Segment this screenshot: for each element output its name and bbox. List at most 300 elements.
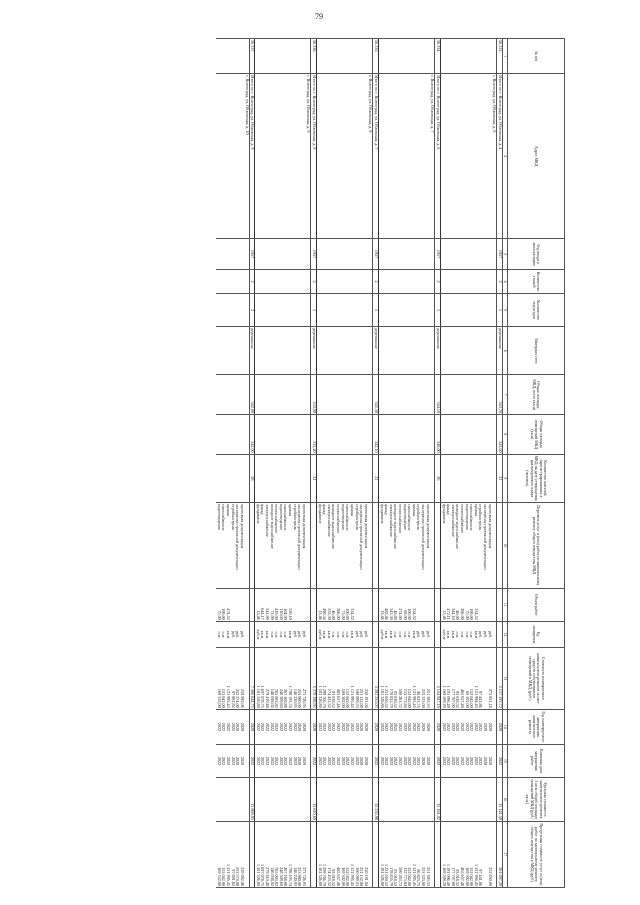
empty-cell — [306, 294, 311, 327]
unit-cost-cell — [469, 777, 474, 821]
empty-cell — [260, 375, 265, 415]
empty-cell — [225, 375, 230, 415]
volume-cell: 13,46 — [378, 588, 383, 621]
column-number: 4 — [502, 269, 507, 293]
end-date-cell: 2020 — [420, 744, 425, 777]
empty-cell — [440, 327, 445, 375]
unit-cell: руб. — [297, 621, 302, 647]
year-cell: 2020 — [420, 709, 425, 744]
empty-cell — [230, 415, 235, 455]
column-number: 11 — [502, 588, 507, 621]
end-date-cell: 2022 — [473, 744, 478, 777]
address-cell: г. Волгоград, ул. Обливская, д. 9 — [306, 74, 311, 239]
empty-cell — [311, 503, 317, 589]
year-cell: 1957 — [311, 239, 317, 270]
empty-cell — [354, 415, 359, 455]
empty-cell — [446, 39, 451, 74]
end-date-cell: 2022 — [317, 744, 322, 777]
empty-cell — [416, 239, 421, 270]
empty-cell — [255, 39, 260, 74]
empty-cell — [239, 39, 244, 74]
empty-cell — [455, 39, 460, 74]
max-cost-cell: 261 097,38 — [497, 821, 503, 887]
work-type-cell: крыша — [225, 503, 230, 589]
unit-cell: руб. — [301, 621, 306, 647]
empty-cell — [322, 269, 327, 293]
empty-cell — [393, 327, 398, 375]
empty-cell — [450, 327, 455, 375]
empty-cell — [378, 454, 383, 502]
max-cost-cell: 251 383,33 — [425, 821, 430, 887]
empty-cell — [283, 415, 288, 455]
empty-cell — [216, 327, 221, 375]
empty-cell — [260, 74, 265, 239]
empty-cell — [473, 39, 478, 74]
empty-cell — [430, 269, 435, 293]
empty-cell — [336, 327, 341, 375]
max-cost-cell: 1 191 096,49 — [446, 821, 451, 887]
end-date-cell: 2022 — [340, 744, 345, 777]
column-number: 10 — [502, 503, 507, 589]
work-type-cell: холодное водоснабжение — [393, 503, 398, 589]
volume-cell: 334,52 — [473, 588, 478, 621]
empty-cell — [340, 415, 345, 455]
empty-cell — [373, 503, 379, 589]
work-type-cell: водоотведение — [216, 503, 221, 589]
empty-cell — [402, 294, 407, 327]
cost-cell: 251 383,33 — [425, 648, 430, 710]
end-date-cell: 2022 — [349, 744, 354, 777]
empty-cell — [306, 777, 311, 821]
unit-cost-cell — [388, 777, 393, 821]
max-cost-cell: 279 410,48 — [264, 821, 269, 887]
year-cell: 2020 — [359, 709, 364, 744]
floors-cell: 2 — [249, 269, 255, 293]
empty-cell — [301, 239, 306, 270]
work-type-cell: крыша — [349, 503, 354, 589]
floors-cell: 2 — [311, 269, 317, 293]
row-number: 56.334. — [435, 39, 441, 74]
empty-cell — [260, 239, 265, 270]
empty-cell — [359, 294, 364, 327]
unit-cost-cell — [354, 777, 359, 821]
empty-cell — [287, 239, 292, 270]
empty-cell — [221, 269, 226, 293]
empty-cell — [244, 588, 249, 621]
empty-cell — [446, 239, 451, 270]
work-type-cell: фундамент — [378, 503, 383, 589]
cost-cell: 248 309,60 — [278, 648, 283, 710]
end-date-cell: 2020 — [297, 744, 302, 777]
end-date-cell: 2022 — [455, 744, 460, 777]
cost-cell: 97 441,86 — [478, 648, 483, 710]
empty-cell — [411, 239, 416, 270]
end-date-cell: 2022 — [469, 744, 474, 777]
unit-cell: кв.м — [326, 621, 331, 647]
volume-cell — [297, 588, 302, 621]
empty-cell — [278, 294, 283, 327]
empty-cell — [269, 239, 274, 270]
end-date-cell: 2020 — [301, 744, 306, 777]
empty-cell — [283, 375, 288, 415]
year-cell: 2022 — [393, 709, 398, 744]
max-cost-cell: 169 332,00 — [216, 821, 221, 887]
empty-cell — [446, 269, 451, 293]
empty-cell — [317, 74, 322, 239]
volume-cell — [425, 588, 430, 621]
empty-cell — [430, 415, 435, 455]
empty-cell — [469, 239, 474, 270]
empty-cell — [287, 375, 292, 415]
empty-cell — [287, 39, 292, 74]
empty-cell — [326, 454, 331, 502]
empty-cell — [368, 415, 373, 455]
empty-cell — [235, 269, 240, 293]
unit-cost-cell — [416, 777, 421, 821]
unit-cost-cell — [221, 777, 226, 821]
max-cost-cell — [373, 821, 379, 887]
empty-cell — [487, 454, 492, 502]
column-header: Общая площадь помещений МКД (кв.м) — [508, 415, 565, 455]
empty-cell — [420, 294, 425, 327]
unit-cell: руб. — [487, 621, 492, 647]
plan-year-cell: 2020 — [249, 709, 255, 744]
empty-cell — [384, 327, 389, 375]
empty-cell — [473, 415, 478, 455]
unit-cell: п.м — [455, 621, 460, 647]
work-type-cell: теплоснабжение — [397, 503, 402, 589]
empty-cell — [292, 239, 297, 270]
empty-cell — [317, 375, 322, 415]
column-number: 8 — [502, 415, 507, 455]
max-cost-cell: 1 121 995,45 — [349, 821, 354, 887]
max-cost-cell: 1 181 326,80 — [255, 821, 260, 887]
empty-cell — [239, 375, 244, 415]
unit-cost-cell — [235, 777, 240, 821]
empty-cell — [287, 454, 292, 502]
empty-cell — [340, 39, 345, 74]
year-cell: 2022 — [354, 709, 359, 744]
empty-cell — [497, 621, 503, 647]
unit-cell: п.м — [274, 621, 279, 647]
unit-cell: кв.м — [225, 621, 230, 647]
empty-cell — [239, 415, 244, 455]
max-cost-cell: 485 657,48 — [336, 821, 341, 887]
wall-material-cell: деревянные — [311, 327, 317, 375]
end-date-cell: 2022 — [326, 744, 331, 777]
empty-cell — [407, 294, 412, 327]
empty-cell — [363, 239, 368, 270]
empty-cell — [317, 239, 322, 270]
unit-cell: руб. — [482, 621, 487, 647]
volume-cell: 274,00 — [397, 588, 402, 621]
empty-cell — [283, 269, 288, 293]
cost-cell: 1 121 995,45 — [349, 648, 354, 710]
empty-cell — [349, 239, 354, 270]
empty-cell — [482, 454, 487, 502]
empty-cell — [278, 327, 283, 375]
empty-cell — [260, 454, 265, 502]
unit-cell: куб.м — [255, 621, 260, 647]
cost-cell: 93 018,52 — [331, 648, 336, 710]
empty-cell — [297, 454, 302, 502]
unit-cell: п.м — [393, 621, 398, 647]
unit-cost-cell — [216, 777, 221, 821]
empty-cell — [459, 39, 464, 74]
empty-cell — [473, 269, 478, 293]
empty-cell — [336, 294, 341, 327]
empty-cell — [397, 294, 402, 327]
max-cost-cell — [435, 821, 441, 887]
empty-cell — [326, 74, 331, 239]
unit-cost-cell — [239, 777, 244, 821]
empty-cell — [368, 327, 373, 375]
work-type-cell: проектная документация — [239, 503, 244, 589]
max-cost-cell: 1 231 050,52 — [384, 821, 389, 887]
empty-cell — [378, 39, 383, 74]
empty-cell — [455, 327, 460, 375]
empty-cell — [487, 375, 492, 415]
cost-cell: 146 220,93 — [292, 648, 297, 710]
volume-cell: 46,00 — [393, 588, 398, 621]
cost-cell: 1 798 193,74 — [287, 648, 292, 710]
empty-cell — [255, 239, 260, 270]
end-date-cell: 2020 — [235, 744, 240, 777]
volume-cell: 474,52 — [225, 588, 230, 621]
empty-cell — [435, 503, 441, 589]
unit-cell: руб. — [239, 621, 244, 647]
max-cost-cell: 169 302,00 — [340, 821, 345, 887]
empty-cell — [482, 74, 487, 239]
end-date-cell: 2022 — [411, 744, 416, 777]
empty-cell — [278, 454, 283, 502]
empty-cell — [260, 269, 265, 293]
empty-cell — [420, 375, 425, 415]
end-date-cell: 2022 — [278, 744, 283, 777]
year-cell: 2022 — [384, 709, 389, 744]
unit-cost-cell — [482, 777, 487, 821]
empty-cell — [407, 39, 412, 74]
cost-cell: 93 018,52 — [393, 648, 398, 710]
empty-cell — [260, 327, 265, 375]
max-cost-cell: 152 042,00 — [407, 821, 412, 887]
empty-cell — [306, 415, 311, 455]
year-cell: 2022 — [283, 709, 288, 744]
repair-plan-table — [216, 38, 565, 888]
empty-cell — [216, 74, 221, 239]
end-date-cell: 2022 — [225, 744, 230, 777]
unit-cell: п.м — [402, 621, 407, 647]
cost-cell: 259 992,06 — [239, 648, 244, 710]
volume-cell: 334,52 — [349, 588, 354, 621]
empty-cell — [363, 269, 368, 293]
empty-cell — [487, 415, 492, 455]
empty-cell — [336, 39, 341, 74]
empty-cell — [264, 375, 269, 415]
end-date-cell: 2022 — [274, 744, 279, 777]
max-cost-cell: 1 798 193,74 — [287, 821, 292, 887]
empty-cell — [440, 454, 445, 502]
empty-cell — [287, 294, 292, 327]
empty-cell — [393, 269, 398, 293]
volume-cell: 520,10 — [287, 588, 292, 621]
empty-cell — [425, 375, 430, 415]
work-type-cell: крыша — [287, 503, 292, 589]
empty-cell — [317, 415, 322, 455]
max-cost-cell: 93 018,52 — [455, 821, 460, 887]
column-number: 7 — [502, 375, 507, 415]
empty-cell — [440, 415, 445, 455]
premises-area-cell: 542,00 — [249, 415, 255, 455]
empty-cell — [340, 327, 345, 375]
empty-cell — [311, 621, 317, 647]
empty-cell — [322, 239, 327, 270]
empty-cell — [340, 239, 345, 270]
floors-cell: 2 — [435, 269, 441, 293]
unit-cost-cell — [420, 777, 425, 821]
empty-cell — [411, 294, 416, 327]
cost-cell: 1 231 050,52 — [384, 648, 389, 710]
empty-cell — [359, 327, 364, 375]
empty-cell — [331, 415, 336, 455]
cost-cell: 1 181 326,80 — [317, 648, 322, 710]
empty-cell — [345, 74, 350, 239]
end-date-cell: 2020 — [363, 744, 368, 777]
address-cell: г. Волгоград, ул. Обливская, д. 8 — [368, 74, 373, 239]
cost-cell: 267 168,88 — [283, 648, 288, 710]
empty-cell — [368, 454, 373, 502]
unit-cell: куб.м — [317, 621, 322, 647]
empty-cell — [269, 415, 274, 455]
empty-cell — [411, 74, 416, 239]
end-date-cell: 2020 — [425, 744, 430, 777]
volume-cell: 75,00 — [464, 588, 469, 621]
empty-cell — [459, 375, 464, 415]
empty-cell — [469, 39, 474, 74]
max-cost-cell: 248 309,60 — [278, 821, 283, 887]
cost-cell: 152 042,00 — [407, 648, 412, 710]
empty-cell — [264, 454, 269, 502]
empty-cell — [450, 294, 455, 327]
empty-cell — [446, 375, 451, 415]
empty-cell — [225, 454, 230, 502]
cost-cell: 152 042,00 — [469, 648, 474, 710]
empty-cell — [459, 269, 464, 293]
empty-cell — [478, 269, 483, 293]
volume-cell: 334,52 — [411, 588, 416, 621]
empty-cell — [221, 327, 226, 375]
unit-cell: руб. — [478, 621, 483, 647]
empty-cell — [359, 74, 364, 239]
empty-cell — [482, 415, 487, 455]
volume-cell — [359, 588, 364, 621]
empty-cell — [420, 269, 425, 293]
empty-cell — [301, 454, 306, 502]
empty-cell — [420, 415, 425, 455]
empty-cell — [345, 239, 350, 270]
unit-cost-cell — [292, 777, 297, 821]
empty-cell — [301, 415, 306, 455]
max-cost-cell: 500 263,72 — [397, 821, 402, 887]
empty-cell — [487, 239, 492, 270]
empty-cell — [264, 294, 269, 327]
total-area-cell: 333,90 — [311, 375, 317, 415]
end-date-cell: 2022 — [446, 744, 451, 777]
empty-cell — [450, 269, 455, 293]
unit-cell: кв.м — [322, 621, 327, 647]
empty-cell — [235, 415, 240, 455]
empty-cell — [345, 294, 350, 327]
cost-cell: 1 121 995,45 — [225, 648, 230, 710]
cost-cell: 253 323,00 — [420, 648, 425, 710]
end-date-cell: 2022 — [221, 744, 226, 777]
empty-cell — [301, 327, 306, 375]
empty-cell — [407, 375, 412, 415]
empty-cell — [235, 375, 240, 415]
max-cost-cell: 1 169 509,20 — [440, 821, 445, 887]
work-item-row — [264, 39, 269, 888]
volume-cell: 472,11 — [446, 588, 451, 621]
max-cost-cell: 146 220,93 — [292, 821, 297, 887]
empty-cell — [216, 39, 221, 74]
empty-cell — [469, 454, 474, 502]
unit-cost-cell: 15 810,69 — [311, 777, 317, 821]
unit-cell: п.м — [459, 621, 464, 647]
cost-cell: 500 263,72 — [397, 648, 402, 710]
empty-cell — [317, 39, 322, 74]
total-cost-cell: 5 279 198,93 — [311, 648, 317, 710]
empty-cell — [331, 375, 336, 415]
empty-cell — [264, 74, 269, 239]
empty-cell — [384, 294, 389, 327]
empty-cell — [492, 39, 497, 74]
max-cost-cell: 155 773,84 — [402, 821, 407, 887]
empty-cell — [306, 375, 311, 415]
empty-cell — [482, 327, 487, 375]
total-row — [497, 39, 503, 888]
year-cell: 2022 — [225, 709, 230, 744]
empty-cell — [455, 375, 460, 415]
unit-cell: п.м — [345, 621, 350, 647]
empty-cell — [384, 415, 389, 455]
empty-cell — [239, 327, 244, 375]
empty-cell — [446, 294, 451, 327]
empty-cell — [435, 588, 441, 621]
empty-cell — [297, 74, 302, 239]
empty-cell — [331, 239, 336, 270]
empty-cell — [274, 454, 279, 502]
empty-cell — [455, 415, 460, 455]
empty-cell — [216, 454, 221, 502]
empty-cell — [331, 327, 336, 375]
empty-cell — [450, 454, 455, 502]
empty-cell — [274, 239, 279, 270]
empty-cell — [393, 375, 398, 415]
empty-cell — [446, 327, 451, 375]
empty-cell — [297, 269, 302, 293]
end-date-cell: 2022 — [354, 744, 359, 777]
work-type-cell: проектная документация — [363, 503, 368, 589]
empty-cell — [349, 74, 354, 239]
unit-cost-cell — [464, 777, 469, 821]
year-cell: 2022 — [349, 709, 354, 744]
empty-cell — [464, 269, 469, 293]
empty-cell — [255, 454, 260, 502]
address-cell: г. Волгоград, ул. Обливская, д. 7 — [430, 74, 435, 239]
empty-cell — [478, 415, 483, 455]
empty-cell — [244, 327, 249, 375]
empty-cell — [384, 239, 389, 270]
